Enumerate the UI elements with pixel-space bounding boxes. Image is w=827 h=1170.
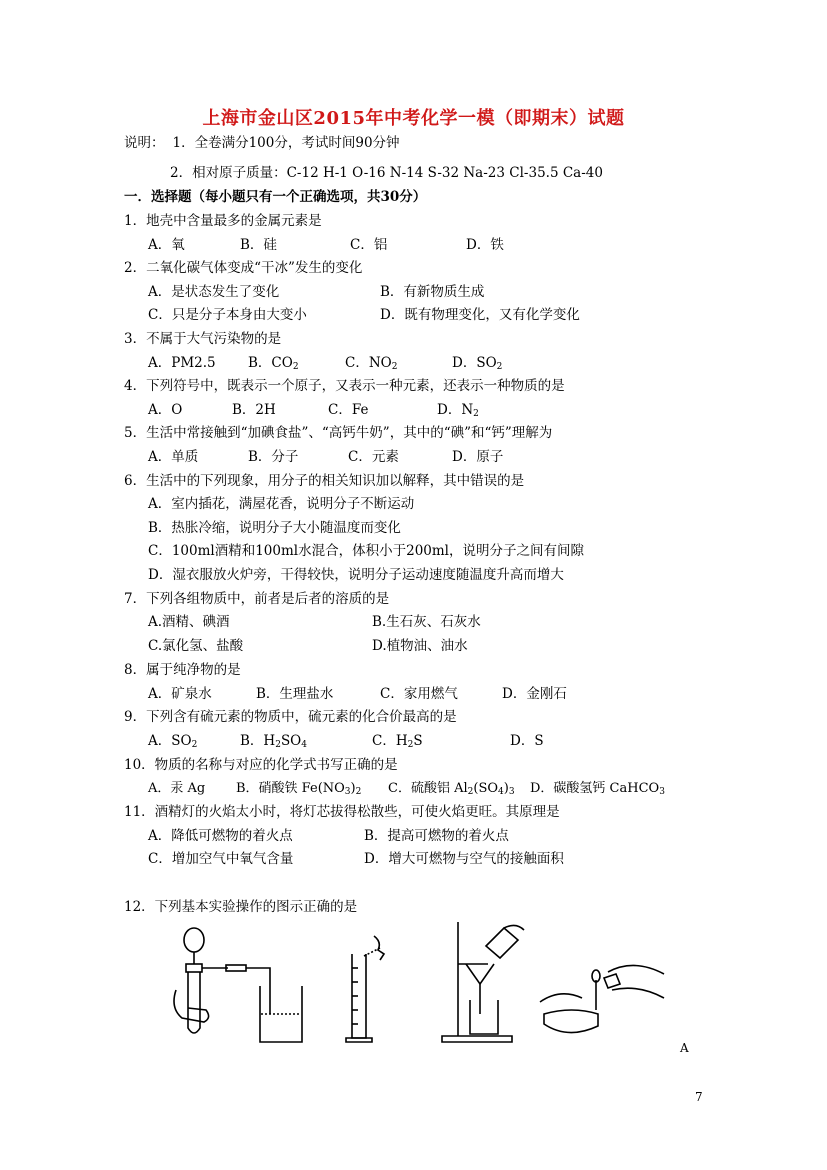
page-number: 7 [695,1090,703,1104]
question-1-stem: 1．地壳中含量最多的金属元素是 [124,213,322,229]
q11-option-d: D．增大可燃物与空气的接触面积 [364,851,564,867]
q6-option-a: A．室内插花，满屋花香，说明分子不断运动 [148,496,415,512]
answer-label: A [680,1041,689,1055]
question-10-stem: 10．物质的名称与对应的化学式书写正确的是 [124,757,398,773]
question-4-stem: 4．下列符号中，既表示一个原子，又表示一种元素，还表示一种物质的是 [124,378,565,394]
q5-option-a: A．单质 [148,449,199,465]
q3-option-d: D．$SO_2$ [452,355,503,372]
q2-option-b: B．有新物质生成 [380,284,485,300]
notes-line-1 [124,134,400,152]
q8-option-a: A．矿泉水 [148,686,212,702]
dropper-and-lamp [540,965,664,1032]
q3-option-b: B．$CO_2$ [248,355,299,372]
q2-option-a: A．是状态发生了变化 [148,284,280,300]
q3-option-a: A．PM2.5 [148,355,216,371]
q6-option-c: C．100ml酒精和100ml水混合，体积小于200ml，说明分子之间有间隙 [148,543,584,559]
q11-option-a: A．降低可燃物的着火点 [148,828,293,844]
q8-option-b: B．生理盐水 [256,686,334,702]
q7-option-a: A.酒精、碘酒 [148,614,230,630]
q4-option-a: A．O [148,402,183,418]
q8-option-c: C．家用燃气 [380,686,458,702]
question-2-stem: 2．二氧化碳气体变成“干冰”发生的变化 [124,260,363,276]
q3-option-c: C．$NO_2$ [345,355,398,372]
q9-option-b: B．$H_2SO_4$ [240,733,307,750]
q11-option-b: B．提高可燃物的着火点 [364,828,509,844]
q7-option-c: C.氯化氢、盐酸 [148,638,244,654]
question-12-stem: 12．下列基本实验操作的图示正确的是 [124,899,358,915]
q2-option-d: D．既有物理变化，又有化学变化 [380,307,580,323]
q10-option-b: B．硝酸铁 $Fe(NO_3)_2$ [236,781,362,797]
gas-tightness-check-apparatus [174,928,302,1042]
q9-option-a: A．$SO_2$ [148,733,198,750]
q2-option-c: C．只是分子本身由大变小 [148,307,307,323]
q7-option-d: D.植物油、油水 [372,638,468,654]
q1-option-b: B．硅 [240,237,277,253]
filtration-apparatus [442,922,524,1042]
question-9-stem: 9．下列含有硫元素的物质中，硫元素的化合价最高的是 [124,709,457,725]
q9-option-c: C．$H_2S$ [372,733,423,750]
question-6-stem: 6．生活中的下列现象，用分子的相关知识加以解释，其中错误的是 [124,473,525,489]
q6-option-d: D．湿衣服放火炉旁，干得较快，说明分子运动速度随温度升高而增大 [148,567,564,583]
lab-apparatus-illustration [168,918,668,1046]
q10-option-c: C．硫酸铝 $Al_2(SO_4)_3$ [388,781,515,797]
q6-option-b: B．热胀冷缩，说明分子大小随温度而变化 [148,520,401,536]
q8-option-d: D．金刚石 [502,686,567,702]
note-2: 2．相对原子质量：C-12 H-1 O-16 N-14 S-32 Na-23 Cl-35.5 Ca-40 [170,165,603,181]
question-7-stem: 7．下列各组物质中，前者是后者的溶质的是 [124,591,390,607]
question-8-stem: 8．属于纯净物的是 [124,662,241,678]
q4-option-b: B．2H [232,402,276,418]
q1-option-a: A．氧 [148,237,185,253]
question-11-stem: 11．酒精灯的火焰太小时，将灯芯拔得松散些，可使火焰更旺。其原理是 [124,804,560,820]
q5-option-c: C．元素 [348,449,399,465]
q1-option-c: C．铝 [350,237,388,253]
q4-option-d: D．$N_2$ [437,402,479,419]
q11-option-c: C．增加空气中氧气含量 [148,851,294,867]
q9-option-d: D．S [510,733,544,749]
q7-option-b: B.生石灰、石灰水 [372,614,481,630]
question-3-stem: 3．不属于大气污染物的是 [124,331,282,347]
q5-option-b: B．分子 [248,449,299,465]
graduated-cylinder [346,936,384,1042]
note-1: 1．全卷满分100分，考试时间90分钟 [172,135,400,151]
q4-option-c: C．Fe [328,402,369,418]
section-heading: 一．选择题（每小题只有一个正确选项，共30分） [124,189,427,205]
q5-option-d: D．原子 [452,449,504,465]
q10-option-a: A．汞 Ag [148,781,206,796]
question-5-stem: 5．生活中常接触到“加碘食盐”、“高钙牛奶”，其中的“碘”和“钙”理解为 [124,425,553,441]
q10-option-d: D．碳酸氢钙 CaHCO$_3$ [530,781,665,797]
notes-label: 说明： [124,135,165,151]
q1-option-d: D．铁 [466,237,504,253]
page-title: 上海市金山区2015年中考化学一模（即期末）试题 [202,108,625,129]
experiment-figure [168,918,668,1046]
